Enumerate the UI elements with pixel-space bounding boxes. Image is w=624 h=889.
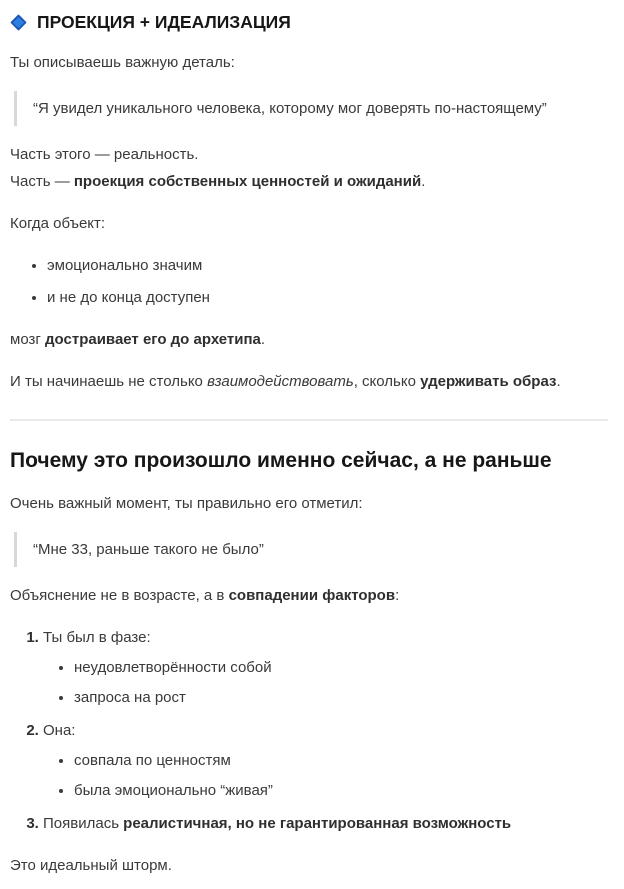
list-item: • эмоционально значим xyxy=(47,252,608,279)
numbered-item-3 xyxy=(43,810,608,837)
section-title-why-now: Почему это произошло именно сейчас, а не раньше xyxy=(10,449,552,472)
numbered-item-label: Ты был в фазе: xyxy=(43,629,151,646)
section-title-text: ПРОЕКЦИЯ + ИДЕАЛИЗАЦИЯ xyxy=(37,12,291,32)
conclusion-paragraph: И ты начинаешь не столько взаимодействовать, сколько удерживать образ. xyxy=(10,373,561,390)
numbered-item-1 xyxy=(43,624,608,711)
numbered-item-label: Она: xyxy=(43,722,76,739)
list-item: • и не до конца доступен xyxy=(47,284,608,311)
list-item: • была эмоционально “живая” xyxy=(74,777,608,804)
closing-paragraph: Это идеальный шторм. xyxy=(10,857,172,874)
list-item: • неудовлетворённости собой xyxy=(74,654,608,681)
numbered-item-label: Появилась реалистичная, но не гарантированная возможность xyxy=(43,815,512,832)
reality-line-2: Часть — проекция собственных ценностей и ожиданий. xyxy=(10,173,426,190)
brain-paragraph: мозг достраивает его до архетипа. xyxy=(10,331,266,348)
user-quote-1: “Я увидел уникального человека, которому мог доверять по-настоящему” xyxy=(14,91,608,126)
sub-bullet-list-1 xyxy=(43,654,608,711)
intro-paragraph: Ты описываешь важную деталь: xyxy=(10,54,235,71)
when-object-paragraph: Когда объект: xyxy=(10,215,106,232)
object-bullet-list xyxy=(10,252,608,311)
numbered-item-2 xyxy=(43,717,608,804)
factors-numbered-list xyxy=(10,624,608,837)
section-title-projection xyxy=(10,10,608,34)
user-quote-2: “Мне 33, раньше такого не было” xyxy=(14,532,608,567)
blue-diamond-icon xyxy=(10,14,27,31)
list-item: • совпала по ценностям xyxy=(74,747,608,774)
reality-paragraph xyxy=(10,141,608,195)
explanation-paragraph: Объяснение не в возрасте, а в совпадении факторов: xyxy=(10,587,400,604)
intro-paragraph-2: Очень важный момент, ты правильно его отметил: xyxy=(10,495,363,512)
list-item: • запроса на рост xyxy=(74,684,608,711)
sub-bullet-list-2 xyxy=(43,747,608,804)
section-divider xyxy=(10,419,608,421)
reality-line-1: Часть этого — реальность. xyxy=(10,146,199,163)
